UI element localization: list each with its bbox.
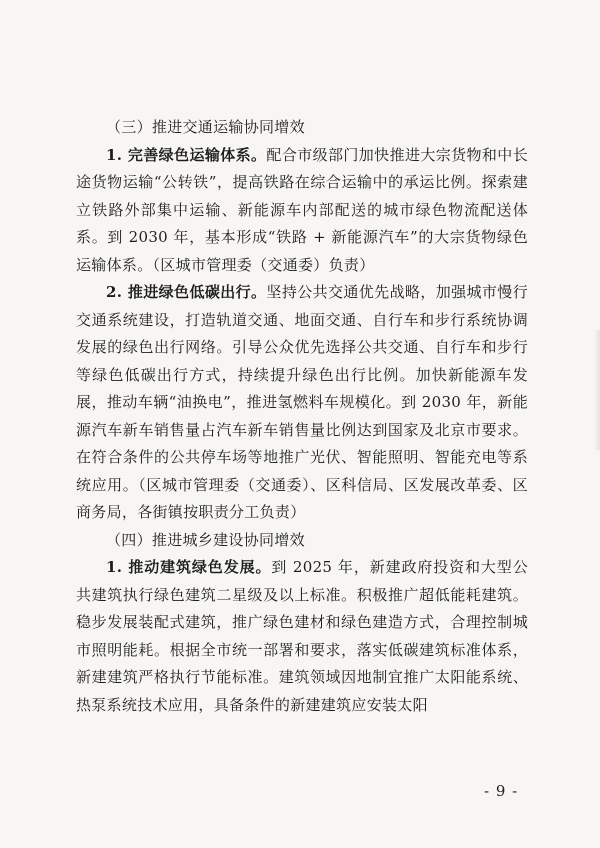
document-body xyxy=(76,114,528,719)
paragraph-green-building xyxy=(76,554,528,719)
section-heading-transport: （三）推进交通运输协同增效 xyxy=(106,118,305,136)
section-heading-urban-rural: （四）推进城乡建设协同增效 xyxy=(106,530,305,549)
paragraph-green-low-carbon-travel xyxy=(76,279,528,527)
paragraph-lead: 2. 推进绿色低碳出行。 xyxy=(106,283,267,301)
paragraph-text: 配合市级部门加快推进大宗货物和中长途货物运输“公转铁”，提高铁路在综合运输中的承运比例。探索建立铁路外部集中运输、新能源车内部配送的城市绿色物流配送体系。到 2030 年，基本形成“铁路 + 新能源汽车”的大宗货物绿色运输体系。（区城市管理委（交通委）负责） xyxy=(76,145,529,274)
paragraph-lead: 1. 完善绿色运输体系。 xyxy=(106,145,267,164)
page-number: - 9 - xyxy=(484,782,519,800)
paragraph-lead: 1. 推动建筑绿色发展。 xyxy=(106,558,272,576)
paragraph-text: 坚持公共交通优先战略，加强城市慢行交通系统建设，打造轨道交通、地面交通、自行车和步行系统协调发展的绿色出行网络。引导公众优先选择公共交通、自行车和步行等绿色低碳出行方式，持续提升绿色出行比例。加快新能源车发展，推动车辆“油换电”，推进氢燃料车规模化。到 2030 年，新能源汽车新车销售量占汽车新车销售量比例达到国家及北京市要求。在符合条件的公共停车场等地推广光伏、智能照明、智能充电等系统应用。（区城市管理委（交通委）、区科信局、区发展改革委、区商务局，各街镇按职责分工负责） xyxy=(76,283,529,521)
scan-edge-shadow xyxy=(594,330,600,450)
paragraph-green-transport-system xyxy=(76,142,528,280)
paragraph-text: 到 2025 年，新建政府投资和大型公共建筑执行绿色建筑二星级及以上标准。积极推广超低能耗建筑。稳步发展装配式建筑，推广绿色建材和绿色建造方式，合理控制城市照明能耗。根据全市统一部署和要求，落实低碳建筑标准体系，新建建筑严格执行节能标准。建筑领域因地制宜推广太阳能系统、热泵系统技术应用，具备条件的新建建筑应安装太阳 xyxy=(76,558,528,714)
